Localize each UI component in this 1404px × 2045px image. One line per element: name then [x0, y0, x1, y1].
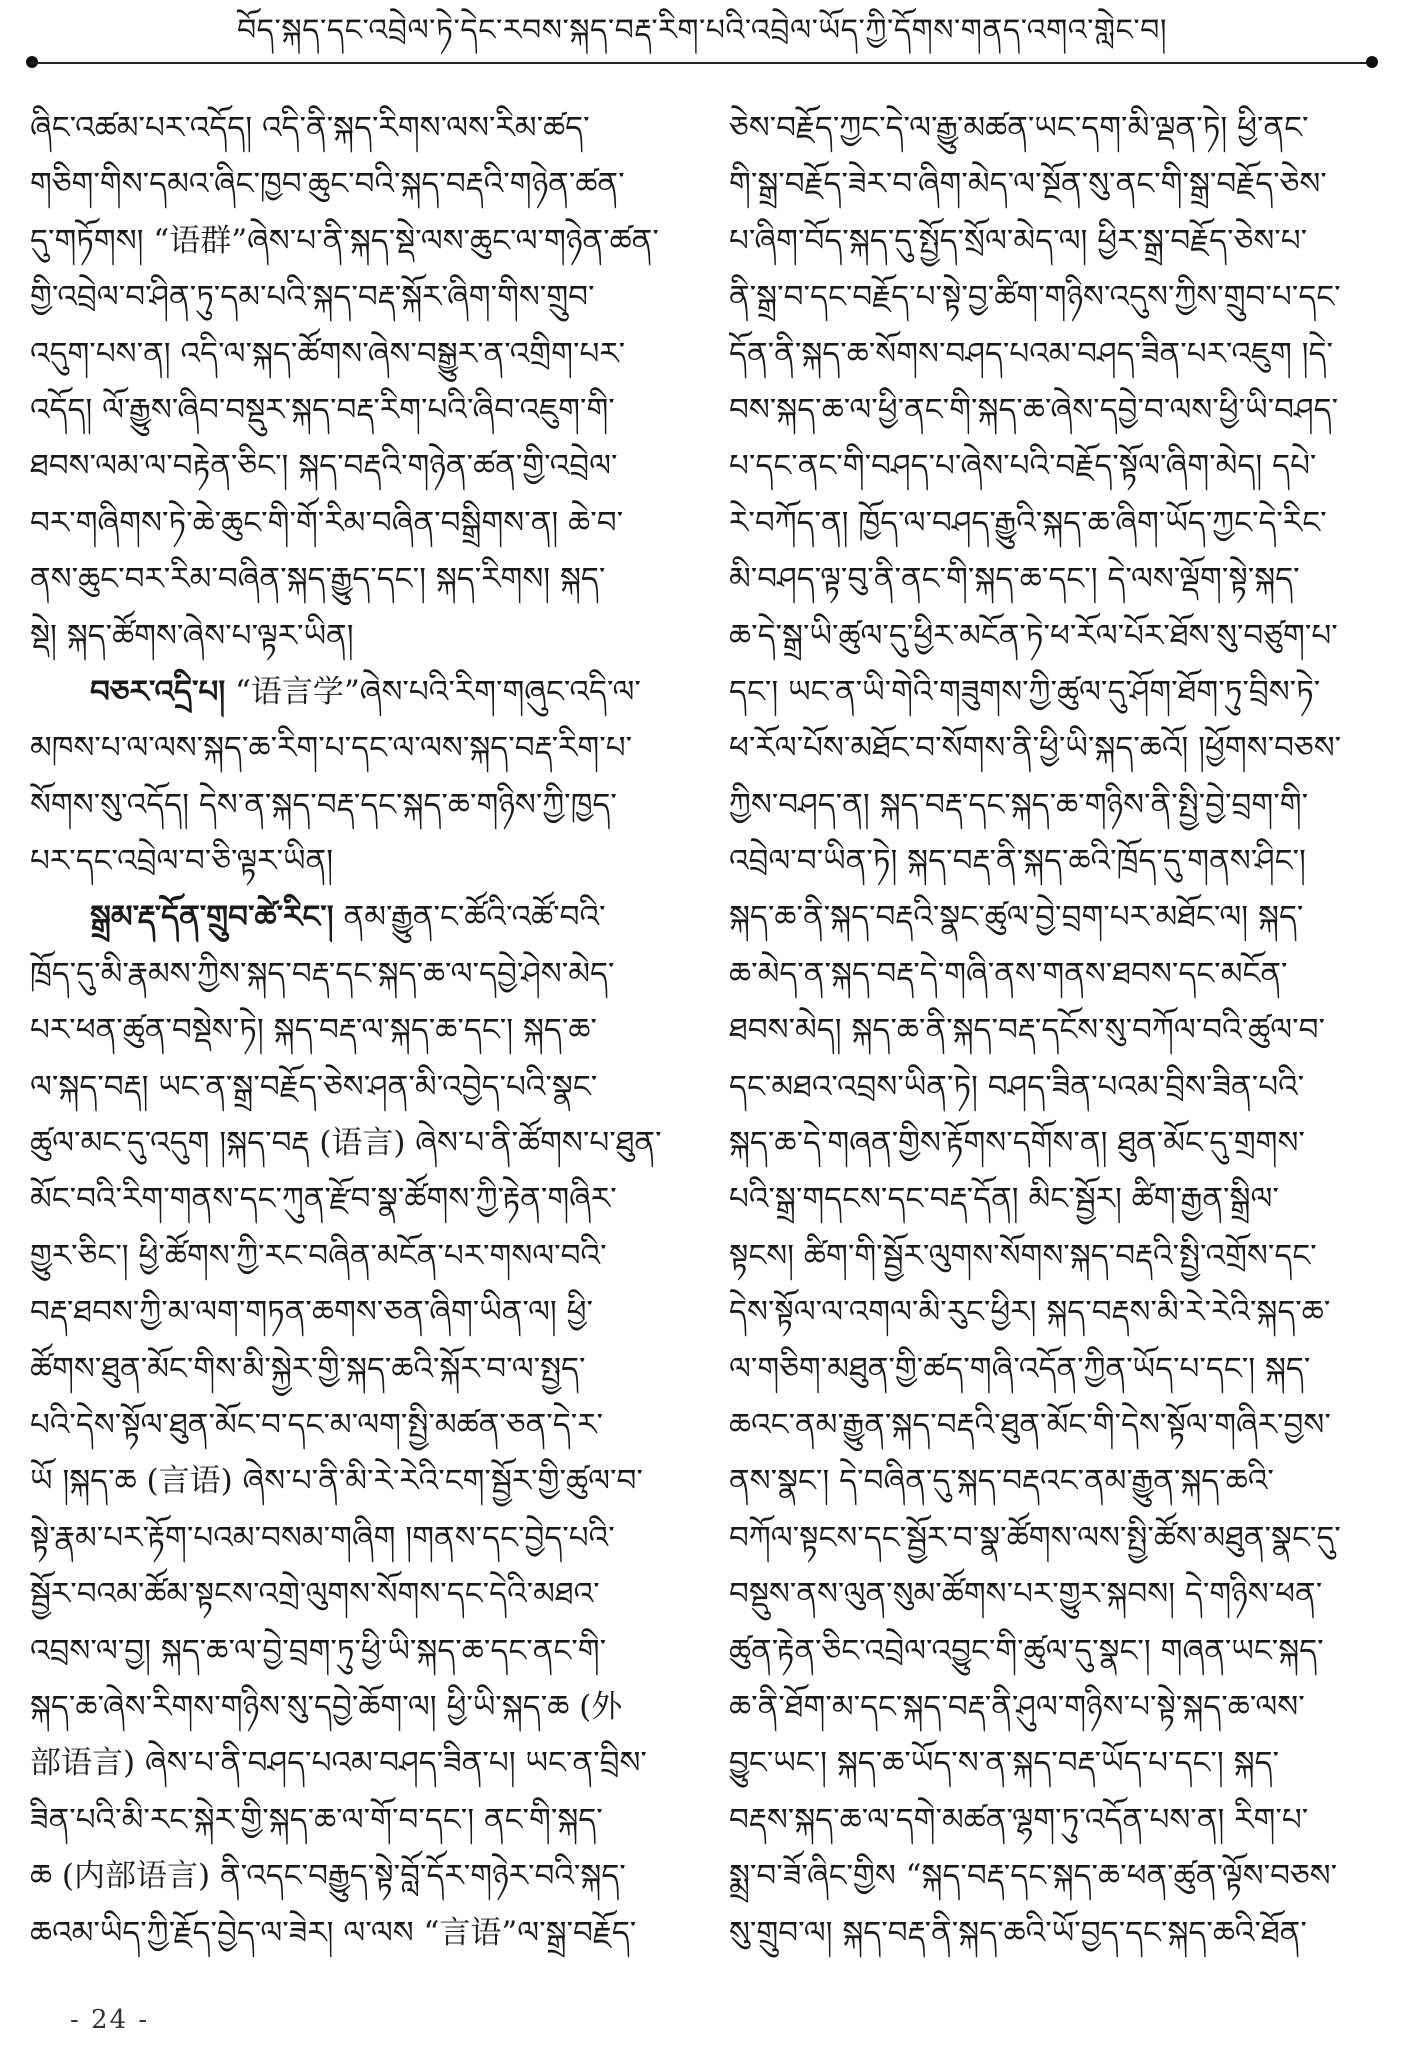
text-line: བསྡུས་ནས་ལུན་སུམ་ཚོགས་པར་གྱུར་སྐབས། དེ་གཉིས་ཕན་ [729, 1576, 1323, 1613]
text-line: སྐད་ཆ་ཞེས་རིགས་གཉིས་སུ་དབྱེ་ཆོག་ལ། ཕྱི་ཡི་སྐད་ཆ (外 [30, 1688, 623, 1725]
right-column [729, 100, 1374, 1990]
text-line: ཆ (内部语言) ནི་འདང་བརྒྱུད་སྟེ་བློ་དོར་གཉེར་བའི་སྐད་ [30, 1858, 626, 1895]
text-line: ཅེས་བརྗོད་ཀྱང་དེ་ལ་རྒྱུ་མཚན་ཡང་དག་མི་ལྡན་ཏེ། ཕྱི་ནང་ [729, 110, 1309, 146]
text-line: 部语言) ཞེས་པ་ནི་བཤད་པའམ་བཤད་ཟིན་པ། ཡང་ན་བྲིས་ [30, 1745, 647, 1782]
speaker-label: བཅར་འདྲི་པ། [90, 673, 226, 710]
text-line: པར་དང་འབྲེལ་བ་ཅི་ལྟར་ཡིན། [30, 843, 334, 880]
text-line: པ་དང་ནང་གི་བཤད་པ་ཞེས་པའི་བརྗོད་སྟོལ་ཞིག་མེད། དཔེ་ [729, 448, 1317, 485]
text-line: ཁྲོད་དུ་མི་རྣམས་ཀྱིས་སྐད་བརྡ་དང་སྐད་ཆ་ལ་དབྱེ་ཤེས་མེད་ [30, 955, 615, 992]
text-line: ཚུལ་མང་དུ་འདུག །སྐད་བརྡ (语言) ཞེས་པ་ནི་ཚོགས་པ་ཐུན་ [30, 1125, 662, 1162]
left-column [30, 100, 675, 1990]
text-line: ཐབས་ལམ་ལ་བརྟེན་ཅིང་། སྐད་བརྡའི་གཉེན་ཚན་གྱི་འབྲེལ་ [30, 448, 618, 485]
text-line: པའི་དེས་སྟོལ་ཐུན་མོང་བ་དང་མ་ལག་སྤྱི་མཚན་ཅན་དེ་ར་ [30, 1406, 604, 1443]
text-line: དེས་སྟོལ་ལ་འགལ་མི་རུང་ཕྱིར། སྐད་བརྡས་མི་རེ་རེའི་སྐད་ཆ་ [729, 1294, 1331, 1331]
text-line: གི་སྒྲ་བརྗོད་ཟེར་བ་ཞིག་མེད་ལ་སྔོན་སུ་ནང་གི་སྒྲ་བརྗོད་ཅེས་ [729, 166, 1327, 203]
text-line: གཅིག་གིས་དམའ་ཞིང་ཁྱབ་ཆུང་བའི་སྐད་བརྡའི་གཉེན་ཚན་ [30, 166, 625, 203]
text-line: ཆ་མེད་ན་སྐད་བརྡ་དེ་གཞི་ནས་གནས་ཐབས་དང་མངོན་ [729, 955, 1288, 992]
text-line: པར་ཕན་ཚུན་བསྡེས་ཏེ། སྐད་བརྡ་ལ་སྐད་ཆ་དང་། སྐད་ཆ་ [30, 1012, 597, 1049]
page-number: - 24 - [70, 2005, 150, 2035]
speaker-label: སྒྲམ་རྡ་དོན་གྲུབ་ཚེ་རིང་། [90, 899, 334, 936]
text-line: བས་སྐད་ཆ་ལ་ཕྱི་ནང་གི་སྐད་ཆ་ཞེས་དབྱེ་བ་ལས་ཕྱི་ཡི་བཤད་ [729, 391, 1339, 428]
text-line: ནི་སྒྲ་བ་དང་བརྗོད་པ་སྟེ་བྱ་ཚིག་གཉིས་འདུས་ཀྱིས་གྲུབ་པ་དང་ [729, 279, 1341, 316]
text-line: སྐད་ཆ་ནི་སྐད་བརྡའི་སྣང་ཚུལ་བྱེ་བྲག་པར་མཐོང་ལ། སྐད་ [729, 899, 1304, 936]
text-line: སྦྱོར་བའམ་ཚོམ་སྟངས་འགྲེ་ལུགས་སོགས་དང་དེའི་མཐའ་ [30, 1576, 600, 1613]
text-line: མཁས་པ་ལ་ལས་སྐད་ཆ་རིག་པ་དང་ལ་ལས་སྐད་བརྡ་རིག་པ་ [30, 730, 633, 767]
text-line: ཚུན་རྟེན་ཅིང་འབྲེལ་འབྱུང་གི་ཚུལ་དུ་སྣང་། གཞན་ཡང་སྐད་ [729, 1632, 1324, 1669]
text-line: གྱི་འབྲེལ་བ་ཤིན་ཏུ་དམ་པའི་སྐད་བརྡ་སྐོར་ཞིག་གིས་གྲུབ་ [30, 279, 595, 316]
text-line: བྱུང་ཡང་། སྐད་ཆ་ཡོད་ས་ན་སྐད་བརྡ་ཡོད་པ་དང་། སྐད་ [729, 1745, 1279, 1782]
text-line: ཡོ །སྐད་ཆ (言语) ཞེས་པ་ནི་མི་རེ་རེའི་ངག་སྦྱོར་གྱི་ཚུལ་བ་ [30, 1463, 643, 1500]
running-header: བོད་སྐད་དང་འབྲེལ་ཏེ་དེང་རབས་སྐད་བརྡ་རིག་པའི་འབྲེལ་ཡོད་ཀྱི་དོགས་གནད་འགའ་གླེང་བ། [236, 13, 1168, 48]
text-line: ཆའམ་ཡིད་ཀྱི་རྗོད་བྱེད་ལ་ཟེར། ལ་ལས “言语”ལ་སྒྲ་བརྗོད་ [30, 1914, 637, 1951]
text-line: འབྲེལ་བ་ཡིན་ཏེ། སྐད་བརྡ་ནི་སྐད་ཆའི་ཁྲོད་དུ་གནས་ཤིང་། [729, 843, 1306, 880]
line-text: ནམ་རྒྱུན་ང་ཚོའི་འཚོ་བའི་ [333, 899, 606, 936]
text-line: ཟིན་པའི་མི་རང་སྐེར་གྱི་སྐད་ཆ་ལ་གོ་བ་དང་། ནང་གི་སྐད་ [30, 1801, 603, 1838]
text-line [30, 664, 675, 720]
text-line: ཞིང་འཚམ་པར་འདོད། འདི་ནི་སྐད་རིགས་ལས་རིམ་ཚད་ [30, 110, 590, 146]
text-line: ནས་སྣང་། དེ་བཞིན་དུ་སྐད་བརྡའང་ནམ་རྒྱུན་སྐད་ཆའི་ [729, 1463, 1274, 1500]
text-line: འདོད། ལོ་རྒྱུས་ཞིབ་བསྡུར་སྐད་བརྡ་རིག་པའི་ཞིབ་འཇུག་གི་ [30, 391, 615, 428]
text-line: སོགས་སུ་འདོད། དེས་ན་སྐད་བརྡ་དང་སྐད་ཆ་གཉིས་ཀྱི་ཁྱད་ [30, 786, 617, 823]
text-line: ཀྱིས་བཤད་ན། སྐད་བརྡ་དང་སྐད་ཆ་གཉིས་ནི་སྤྱི་བྱེ་བྲག་གི་ [729, 786, 1309, 823]
text-line: སུ་གྲུབ་ལ། སྐད་བརྡ་ནི་སྐད་ཆའི་ཡོ་བྱད་དང་སྐད་ཆའི་ཐོན་ [729, 1914, 1307, 1951]
text-line: སྨྲ་བ་ཟོ་ཞིང་གྱིས “སྐད་བརྡ་དང་སྐད་ཆ་ཕན་ཚུན་ལྟོས་བཅས་ [729, 1858, 1338, 1895]
text-line: ཆ་དེ་སྒྲ་ཡི་ཚུལ་དུ་ཕྱིར་མངོན་ཏེ་ཕ་རོལ་པོར་ཐོས་སུ་བཙུག་པ་ [729, 617, 1338, 654]
text-line: བར་གཞིགས་ཏེ་ཆེ་ཆུང་གི་གོ་རིམ་བཞིན་བསྒྲིགས་ན། ཆེ་བ་ [30, 504, 624, 541]
text-line: བརྡས་སྐད་ཆ་ལ་དགེ་མཚན་ལྷག་ཏུ་འདོན་པས་ན། རིག་པ་ [729, 1801, 1309, 1838]
text-columns [30, 100, 1374, 1990]
text-line: ཆ་ནི་ཐོག་མ་དང་སྐད་བརྡ་ནི་ཤུལ་གཉིས་པ་སྟེ་སྐད་ཆ་ལས་ [729, 1688, 1305, 1725]
text-line: མོང་བའི་རིག་གནས་དང་ཀུན་རྫོབ་སྣ་ཚོགས་ཀྱི་རྟེན་གཞིར་ [30, 1181, 617, 1218]
text-line: འབྲས་ལ་བྱ། སྐད་ཆ་ལ་བྱེ་བྲག་ཏུ་ཕྱི་ཡི་སྐད་ཆ་དང་ནང་གི་ [30, 1632, 607, 1669]
text-line: མི་བཤད་ལྟ་བུ་ནི་ནང་གི་སྐད་ཆ་དང་། དེ་ལས་ལྡོག་སྟེ་སྐད་ [729, 561, 1300, 598]
text-line: ཆའང་ནམ་རྒྱུན་སྐད་བརྡའི་ཐུན་མོང་གི་དེས་སྟོལ་གཞིར་བྱས་ [729, 1406, 1331, 1443]
text-line: དོན་ནི་སྐད་ཆ་སོགས་བཤད་པའམ་བཤད་ཟིན་པར་འཇུག །དེ་ [729, 335, 1333, 372]
text-line: པའི་སྒྲ་གདངས་དང་བརྡ་དོན། མིང་སྦྱོར། ཚིག་རྒྱན་སྒྲིལ་ [729, 1181, 1279, 1218]
text-line: སྡེ། སྐད་ཚོགས་ཞེས་པ་ལྟར་ཡིན། [30, 617, 354, 654]
text-line: སྟངས། ཚིག་གི་སྦྱོར་ལུགས་སོགས་སྐད་བརྡའི་སྤྱི་འགྲོས་དང་ [729, 1237, 1317, 1274]
text-line: ཚོགས་ཐུན་མོང་གིས་མི་སྐྱེར་གྱི་སྐད་ཆའི་སྐོར་བ་ལ་སྤྱད་ [30, 1350, 586, 1387]
line-text: “语言学”ཞེས་པའི་རིག་གཞུང་འདི་ལ་ [225, 673, 641, 710]
text-line: ཐབས་མེད། སྐད་ཆ་ནི་སྐད་བརྡ་དངོས་སུ་བཀོལ་བའི་ཚུལ་བ་ [729, 1012, 1325, 1049]
text-line: པ་ཞིག་བོད་སྐད་དུ་སྤྱོད་སྲོལ་མེད་ལ། ཕྱིར་སྒྲ་བརྗོད་ཅེས་པ་ [729, 222, 1308, 259]
text-line: སྐད་ཆ་དེ་གཞན་གྱིས་རྟོགས་དགོས་ན། ཐུན་མོང་དུ་གྲགས་ [729, 1125, 1305, 1162]
text-line: དུ་གཏོགས། “语群”ཞེས་པ་ནི་སྐད་སྡེ་ལས་ཆུང་ལ་གཉེན་ཚན་ [30, 222, 659, 259]
text-line: ལ་སྐད་བརྡ། ཡང་ན་སྒྲ་བརྗོད་ཅེས་ཤན་མི་འབྱེད་པའི་སྣང་ [30, 1068, 598, 1105]
header-rule [30, 62, 1374, 64]
header-rule-right-dot [1366, 56, 1378, 68]
text-line: དང་མཐའ་འབྲས་ཡིན་ཏེ། བཤད་ཟིན་པའམ་བྲིས་ཟིན་པའི་ [729, 1068, 1305, 1105]
text-line: གྱུར་ཅིང་། ཕྱི་ཚོགས་ཀྱི་རང་བཞིན་མངོན་པར་གསལ་བའི་ [30, 1237, 607, 1274]
text-line: སྟེ་རྣམ་པར་རྟོག་པའམ་བསམ་གཞིག །གནས་དང་བྱེད་པའི་ [30, 1519, 615, 1556]
text-line [30, 889, 675, 945]
text-line: རེ་བཀོད་ན། ཁྱོད་ལ་བཤད་རྒྱུའི་སྐད་ཆ་ཞིག་ཡོད་ཀྱང་དེ་རིང་ [729, 504, 1327, 541]
text-line: ཕ་རོལ་པོས་མཐོང་བ་སོགས་ནི་ཕྱི་ཡི་སྐད་ཆའོ། །ཕྱོགས་བཅས་ [729, 730, 1342, 767]
text-line: བརྡ་ཐབས་ཀྱི་མ་ལག་གཏན་ཆགས་ཅན་ཞིག་ཡིན་ལ། ཕྱི་ [30, 1294, 594, 1331]
text-line: འདུག་པས་ན། འདི་ལ་སྐད་ཚོགས་ཞེས་བསྒྱུར་ན་འགྲིག་པར་ [30, 335, 626, 372]
text-line: ནས་ཆུང་བར་རིམ་བཞིན་སྐད་རྒྱུད་དང་། སྐད་རིགས། སྐད་ [30, 561, 606, 598]
text-line: དང་། ཡང་ན་ཡི་གེའི་གཟུགས་ཀྱི་ཚུལ་དུ་ཤོག་ཐོག་ཏུ་བྲིས་ཏེ་ [729, 673, 1321, 710]
text-line: ལ་གཅིག་མཐུན་གྱི་ཚད་གཞི་འདོན་ཀྱིན་ཡོད་པ་དང་། སྐད་ [729, 1350, 1311, 1387]
text-line: བཀོལ་སྟངས་དང་སྦྱོར་བ་སྣ་ཚོགས་ལས་སྤྱི་ཚོས་མཐུན་སྣང་དུ་ [729, 1519, 1341, 1556]
